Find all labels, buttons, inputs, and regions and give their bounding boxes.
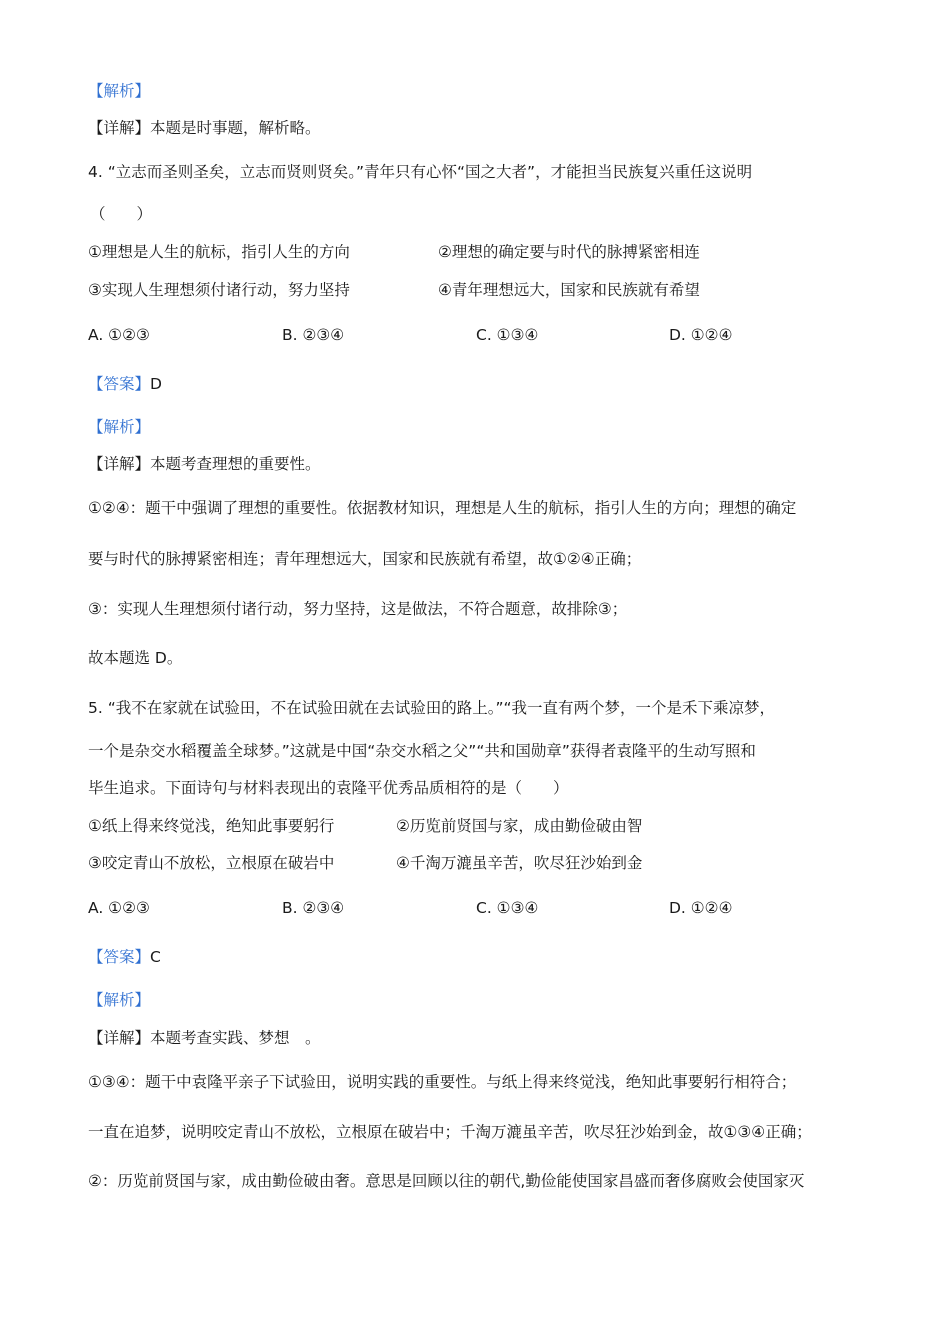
q5-answer-line [88, 946, 161, 968]
q4-stem: 4. “立志而圣则圣矣，立志而贤则贤矣。”青年只有心怀“国之大者”，才能担当民族复兴重任这说明 [88, 163, 753, 181]
q5-analysis-tag: 【解析】 [88, 991, 151, 1009]
q5-stem-2: 一个是杂交水稻覆盖全球梦。”这就是中国“杂交水稻之父”“共和国勋章”获得者袁隆平的生动写照和 [88, 742, 756, 760]
q4-explanation-2: 要与时代的脉搏紧密相连；青年理想远大，国家和民族就有希望，故①②④正确； [88, 550, 642, 568]
q5-explanation-1: ①③④：题干中袁隆平亲子下试验田，说明实践的重要性。与纸上得来终觉浅，绝知此事要躬行相符合； [88, 1073, 797, 1091]
q5-stem-3: 毕生追求。下面诗句与材料表现出的袁隆平优秀品质相符的是（ ） [88, 779, 569, 797]
q4-conclusion: 故本题选 D。 [88, 649, 183, 667]
answer-tag: 【答案】 [88, 948, 151, 966]
q4-explanation-3: ③：实现人生理想须付诸行动，努力坚持，这是做法，不符合题意，故排除③； [88, 600, 628, 618]
q4-answer-line [88, 373, 162, 395]
q4-option-a: A. ①②③ [88, 326, 150, 344]
q4-answer-bracket: （ ） [90, 205, 153, 223]
q5-option-d: D. ①②④ [669, 899, 733, 917]
q5-explanation-3: ②：历览前贤国与家，成由勤俭破由奢。意思是回顾以往的朝代,勤俭能使国家昌盛而奢侈腐败会使国家灭 [88, 1172, 805, 1190]
q4-option-c: C. ①③④ [476, 326, 539, 344]
q4-detail: 【详解】本题考查理想的重要性。 [88, 455, 321, 473]
q5-option-b: B. ②③④ [282, 899, 345, 917]
q5-detail: 【详解】本题考查实践、梦想 。 [88, 1029, 321, 1047]
q5-statement-4: ④千淘万漉虽辛苦，吹尽狂沙始到金 [396, 854, 643, 872]
q5-statement-3: ③咬定青山不放松，立根原在破岩中 [88, 854, 335, 872]
q4-option-b: B. ②③④ [282, 326, 345, 344]
q5-statement-1: ①纸上得来终觉浅，绝知此事要躬行 [88, 817, 335, 835]
q4-answer-value: D [150, 375, 162, 393]
q4-statement-4: ④青年理想远大，国家和民族就有希望 [438, 281, 700, 299]
q3-detail: 【详解】本题是时事题，解析略。 [88, 119, 321, 137]
q4-statement-1: ①理想是人生的航标，指引人生的方向 [88, 243, 350, 261]
q5-stem-1: 5. “我不在家就在试验田，不在试验田就在去试验田的路上。”“我一直有两个梦，一个是禾下乘凉梦， [88, 699, 776, 717]
q5-option-c: C. ①③④ [476, 899, 539, 917]
q4-option-d: D. ①②④ [669, 326, 733, 344]
q5-explanation-2: 一直在追梦，说明咬定青山不放松，立根原在破岩中；千淘万漉虽辛苦，吹尽狂沙始到金，故①③④正确； [88, 1123, 812, 1141]
q5-statement-2: ②历览前贤国与家，成由勤俭破由智 [396, 817, 643, 835]
q5-option-a: A. ①②③ [88, 899, 150, 917]
answer-tag: 【答案】 [88, 375, 151, 393]
q4-analysis-tag: 【解析】 [88, 418, 151, 436]
q5-answer-value: C [150, 948, 161, 966]
q4-statement-2: ②理想的确定要与时代的脉搏紧密相连 [438, 243, 700, 261]
analysis-tag: 【解析】 [88, 82, 151, 100]
q4-statement-3: ③实现人生理想须付诸行动，努力坚持 [88, 281, 350, 299]
q4-explanation-1: ①②④：题干中强调了理想的重要性。依据教材知识，理想是人生的航标，指引人生的方向；理想的确定 [88, 499, 797, 517]
